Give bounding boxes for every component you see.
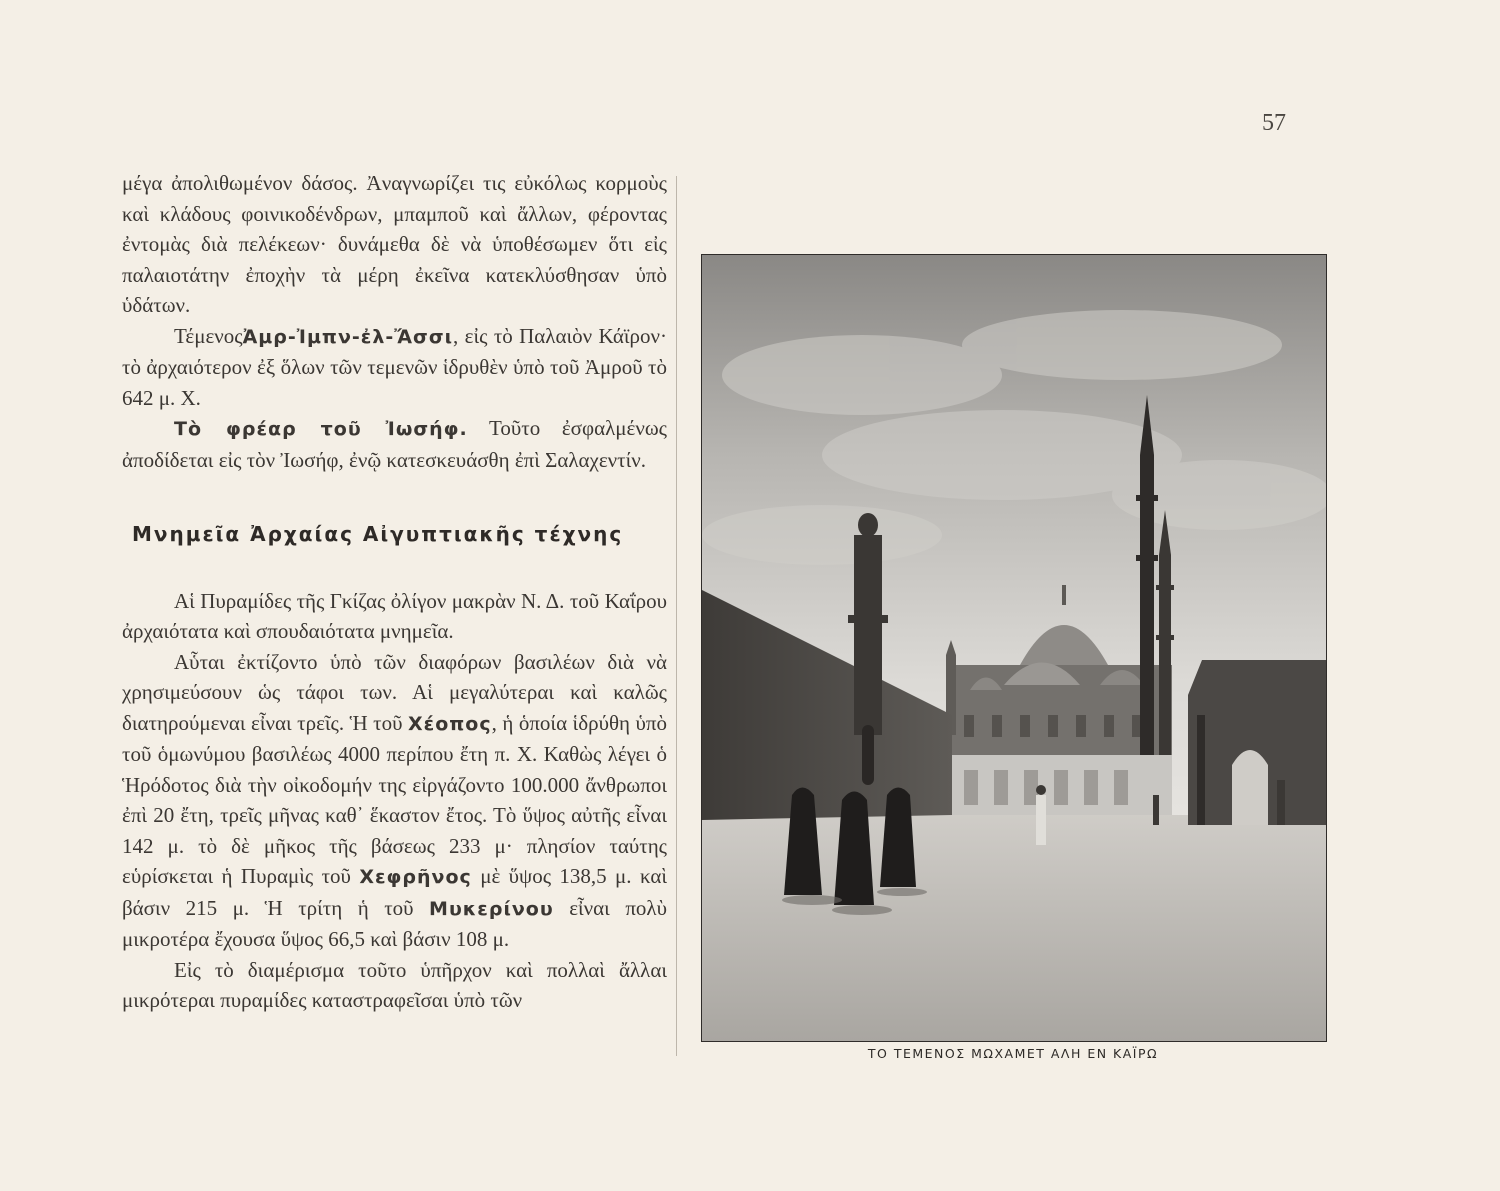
paragraph-text: , εἰς τὸ Παλαιὸν Κάϊρον· τὸ ἀρχαιότερον ἐξ ὅλων τῶν τεμενῶν ἱδρυθὲν ὑπὸ τοῦ Ἀμροῦ τὸ 642 μ. Χ.: [122, 323, 667, 410]
bold-term-amr: Ἀμρ-Ἰμπν-ἐλ-Ἄσσι: [242, 325, 454, 348]
paragraph-petrified-forest: μέγα ἀπολιθωμένον δάσος. Ἀναγνωρίζει τις εὐκόλως κορμοὺς καὶ κλάδους φοινικοδένδρων, μπαμποῦ καὶ ἄλλων, φέροντας ἐντομὰς διὰ πελέκεων· δυνάμεθα δὲ νὰ ὑποθέσωμεν ὅτι εἰς παλαιοτάτην ἐποχὴν τὰ μέρη ἐκεῖνα κατεκλύσθησαν ὑπὸ ὑδάτων.: [122, 171, 667, 317]
paragraph-amr-mosque: [122, 321, 667, 414]
paragraph-text: , ἡ ὁποία ἱδρύθη ὑπὸ τοῦ ὁμωνύμου βασιλέως 4000 περίπου ἔτη π. Χ. Καθὼς λέγει ὁ Ἡρόδοτος διὰ τὴν οἰκοδομήν της εἰργάζοντο 100.000 ἄνθρωποι ἐπὶ 20 ἔτη, τρεῖς μῆνας καθ᾽ ἕκαστον ἔτος. Τὸ ὕψος αὐτῆς εἶναι 142 μ. τὸ δὲ μῆκος τῆς βάσεως 233 μ· πλησίον ταύτης εὑρίσκεται ἡ Πυραμὶς τοῦ: [122, 710, 668, 888]
left-tower: [848, 513, 888, 735]
paragraph-smaller-pyramids: Εἰς τὸ διαμέρισμα τοῦτο ὑπῆρχον καὶ πολλαὶ ἄλλαι μικρότεραι πυραμίδες καταστραφεῖσαι ὑπὸ τῶν: [122, 957, 667, 1012]
paragraph-pyramids-giza: Αἱ Πυραμίδες τῆς Γκίζας ὀλίγον μακρὰν Ν. Δ. τοῦ Καΐρου ἀρχαιότατα καὶ σπουδαιότατα μνημεῖα.: [122, 588, 667, 643]
mosque-illustration: [702, 255, 1326, 1041]
column-divider: [676, 176, 677, 1056]
paragraph-pyramids-details: [122, 647, 667, 955]
paragraph-text: Αὗται ἐκτίζοντο ὑπὸ τῶν διαφόρων βασιλέων διὰ νὰ χρησιμεύσουν ὡς τάφοι των. Αἱ μεγαλύτεραι καὶ καλῶς διατηρούμεναι εἶναι τρεῖς. Ἡ τοῦ: [122, 649, 667, 735]
right-arcade: [1188, 660, 1326, 825]
paragraph-joseph-well: [122, 413, 667, 475]
photo-caption: ΤΟ ΤΕΜΕΝΟΣ ΜΩΧΑΜΕΤ ΑΛΗ ΕΝ ΚΑΪΡΩ: [867, 1046, 1159, 1061]
text-column: [122, 168, 667, 1016]
bold-term-joseph-well: Τὸ φρέαρ τοῦ Ἰωσήφ.: [174, 418, 468, 440]
bold-term-chephren: Χεφρῆνος: [359, 866, 472, 888]
section-heading: Μνημεῖα Ἀρχαίας Αἰγυπτιακῆς τέχνης: [132, 522, 624, 546]
mosque-photograph: [701, 254, 1327, 1042]
paragraph-text: μὲ ὕψος 138,5 μ. καὶ βάσιν 215 μ. Ἡ τρίτη ἡ τοῦ: [122, 864, 667, 920]
wall-arch: [862, 725, 874, 785]
bold-term-mycerinus: Μυκερίνου: [429, 897, 554, 920]
paragraph-text: Τοῦτο ἐσφαλμένως ἀποδίδεται εἰς τὸν Ἰωσήφ, ἐνῷ κατεσκευάσθη ἐπὶ Σαλαχεντίν.: [122, 416, 667, 472]
page-number: 57: [1262, 110, 1286, 136]
paragraph-lead: Τέμενος: [174, 323, 243, 348]
bold-term-cheops: Χέοπος: [407, 712, 492, 735]
paragraph-text: εἶναι πολὺ μικροτέρα ἔχουσα ὕψος 66,5 καὶ βάσιν 108 μ.: [122, 895, 668, 951]
